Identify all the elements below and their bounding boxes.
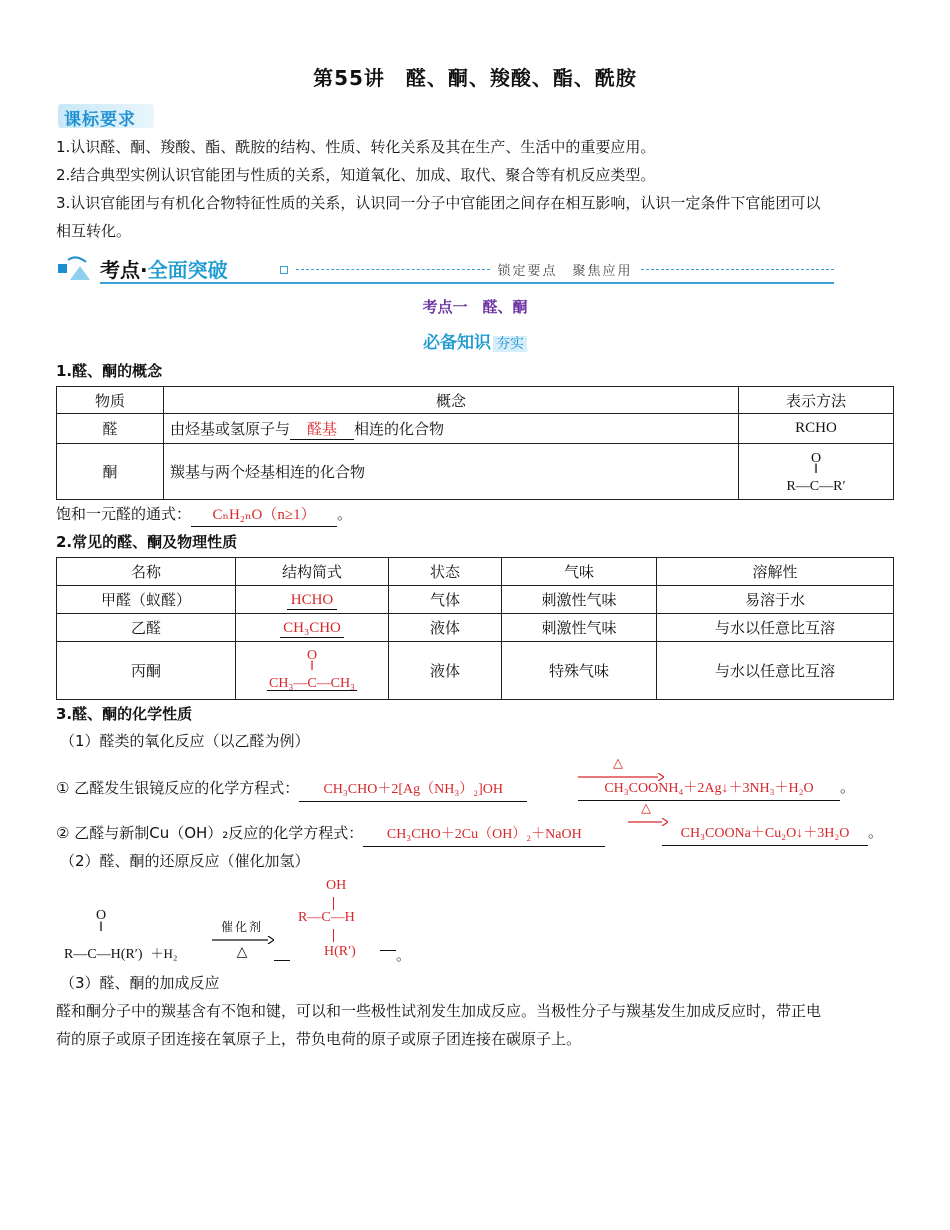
row-aldehyde-name: 醛	[57, 414, 164, 444]
cell-name: 甲醛（蚁醛）	[57, 586, 236, 614]
eq2-period: 。	[868, 825, 884, 841]
eq1-left: CH₃CHO＋2[Ag（NH₃）₂]OH	[299, 779, 527, 802]
bibei-main: 必备知识	[423, 333, 491, 353]
cell-state: 液体	[389, 642, 502, 700]
row-aldehyde-repr: RCHO	[739, 414, 894, 444]
general-formula-line	[56, 503, 352, 527]
banner-dot: ·	[140, 258, 148, 282]
reduction-reactant	[64, 910, 174, 934]
table-row	[57, 586, 894, 614]
table-row	[57, 614, 894, 642]
eq1-label: ① 乙醛发生银镜反应的化学方程式：	[56, 779, 300, 797]
th-name: 名称	[57, 558, 236, 586]
kaodian-title: 考点一 醛、酮	[422, 298, 528, 316]
th-smell: 气味	[502, 558, 657, 586]
kebiao-heading-text: 课标要求	[64, 110, 136, 130]
eq2-right-line	[662, 822, 883, 846]
product-chain: R—C—H	[298, 910, 355, 925]
eq2-right: CH₃COONa＋Cu₂O↓＋3H₂O	[662, 823, 868, 846]
eq1-delta: △	[613, 756, 623, 771]
banner-slogan: 锁定要点 聚焦应用	[497, 264, 633, 279]
row-ketone-concept: 羰基与两个烃基相连的化合物	[164, 444, 739, 500]
banner-right: 全面突破	[147, 258, 228, 282]
cell-name: 丙酮	[57, 642, 236, 700]
sec3-sub2: （2）醛、酮的还原反应（催化加氢）	[60, 852, 310, 870]
product-oh: OH	[326, 878, 347, 893]
th-repr: 表示方法	[739, 387, 894, 414]
cell-solubility: 易溶于水	[657, 586, 894, 614]
cell-smell: 刺激性气味	[502, 586, 657, 614]
reduction-delta: △	[236, 944, 248, 960]
th-formula: 结构简式	[236, 558, 389, 586]
eq2-delta: △	[641, 801, 651, 816]
cell-smell: 特殊气味	[502, 642, 657, 700]
general-formula: CₙH₂ₙO（n≥1）	[191, 504, 337, 527]
ketone-chain: R—C—R′	[786, 479, 846, 494]
table-row	[57, 642, 894, 700]
concept-pre: 由烃基或氢原子与	[170, 419, 291, 438]
general-end: 。	[337, 505, 353, 523]
row-ketone-name: 酮	[57, 444, 164, 500]
concept-blank: 醛基	[290, 418, 354, 440]
reduction-reactant-chain	[64, 943, 177, 963]
bibei-tag: 夯实	[493, 336, 527, 352]
general-label: 饱和一元醛的通式：	[56, 505, 192, 523]
eq1-line	[56, 777, 527, 802]
acetone-chain: CH₃—C—CH₃	[269, 676, 355, 691]
reactant-chain: R—C—H(R′)	[64, 947, 143, 962]
acetone-o: O	[306, 648, 318, 663]
eq2-line	[56, 822, 605, 847]
cell-formula: CH₃CHO	[280, 620, 344, 638]
reactant-bond: ‖	[99, 920, 103, 935]
reduction-arrow	[212, 936, 274, 944]
property-table	[56, 557, 894, 700]
sec1-heading: 1.醛、酮的概念	[56, 362, 163, 380]
kebiao-item-3-cont: 相互转化。	[56, 222, 132, 240]
concept-table	[56, 386, 894, 500]
kebiao-item-2: 2.结合典型实例认识官能团与性质的关系，知道氧化、加成、取代、聚合等有机反应类型。	[56, 166, 656, 184]
th-state: 状态	[389, 558, 502, 586]
acetone-formula	[236, 642, 389, 700]
bibei-heading	[0, 328, 950, 353]
ketone-bond: ‖	[814, 462, 818, 477]
cell-smell: 刺激性气味	[502, 614, 657, 642]
reactant-o: O	[95, 908, 107, 923]
eq1-right: CH₃COONH₄＋2Ag↓＋3NH₃＋H₂O	[578, 778, 840, 801]
th-substance: 物质	[57, 387, 164, 414]
sec3-para-1: 醛和酮分子中的羰基含有不饱和键，可以和一些极性试剂发生加成反应。当极性分子与羰基发生加成反应时，带正电	[56, 1002, 822, 1020]
kebiao-item-3: 3.认识官能团与有机化合物特征性质的关系，认识同一分子中官能团之间存在相互影响，认识一定条件下官能团可以	[56, 194, 821, 212]
sec3-heading: 3.醛、酮的化学性质	[56, 705, 193, 723]
page-title: 第55讲 醛、酮、羧酸、酯、酰胺	[313, 66, 637, 90]
th-solubility: 溶解性	[657, 558, 894, 586]
ketone-o: O	[810, 451, 822, 466]
kebiao-heading	[58, 104, 154, 128]
eq2-left: CH₃CHO＋2Cu（OH）₂＋NaOH	[363, 824, 605, 847]
acetone-bond: ‖	[310, 659, 314, 674]
banner-icon	[56, 256, 96, 284]
th-concept: 概念	[164, 387, 739, 414]
reactant-plus-h2: ＋H₂	[150, 946, 178, 961]
reduction-product	[298, 876, 398, 966]
kebiao-item-1: 1.认识醛、酮、羧酸、酯、酰胺的结构、性质、转化关系及其在生产、生活中的重要应用。	[56, 138, 656, 156]
cell-solubility: 与水以任意比互溶	[657, 614, 894, 642]
ketone-formula	[739, 444, 894, 500]
catalyst-label: 催化剂	[220, 920, 263, 934]
section-banner	[56, 252, 834, 286]
eq1-right-line	[578, 777, 855, 801]
reduction-period: 。	[396, 946, 412, 964]
product-h: H(R′)	[324, 944, 356, 959]
row-aldehyde-concept	[164, 414, 739, 444]
cell-formula: HCHO	[287, 592, 337, 610]
eq2-label: ② 乙醛与新制Cu（OH）₂反应的化学方程式：	[56, 824, 364, 842]
sec3-para-2: 荷的原子或原子团连接在氧原子上，带负电荷的原子或原子团连接在碳原子上。	[56, 1030, 582, 1048]
sec3-sub1: （1）醛类的氧化反应（以乙醛为例）	[60, 732, 310, 750]
cell-name: 乙醛	[57, 614, 236, 642]
cell-state: 液体	[389, 614, 502, 642]
sec3-sub3: （3）醛、酮的加成反应	[60, 974, 220, 992]
banner-left: 考点	[100, 258, 140, 282]
cell-state: 气体	[389, 586, 502, 614]
eq1-period: 。	[840, 780, 856, 796]
sec2-heading: 2.常见的醛、酮及物理性质	[56, 533, 238, 551]
concept-post: 相连的化合物	[354, 419, 445, 438]
cell-solubility: 与水以任意比互溶	[657, 642, 894, 700]
